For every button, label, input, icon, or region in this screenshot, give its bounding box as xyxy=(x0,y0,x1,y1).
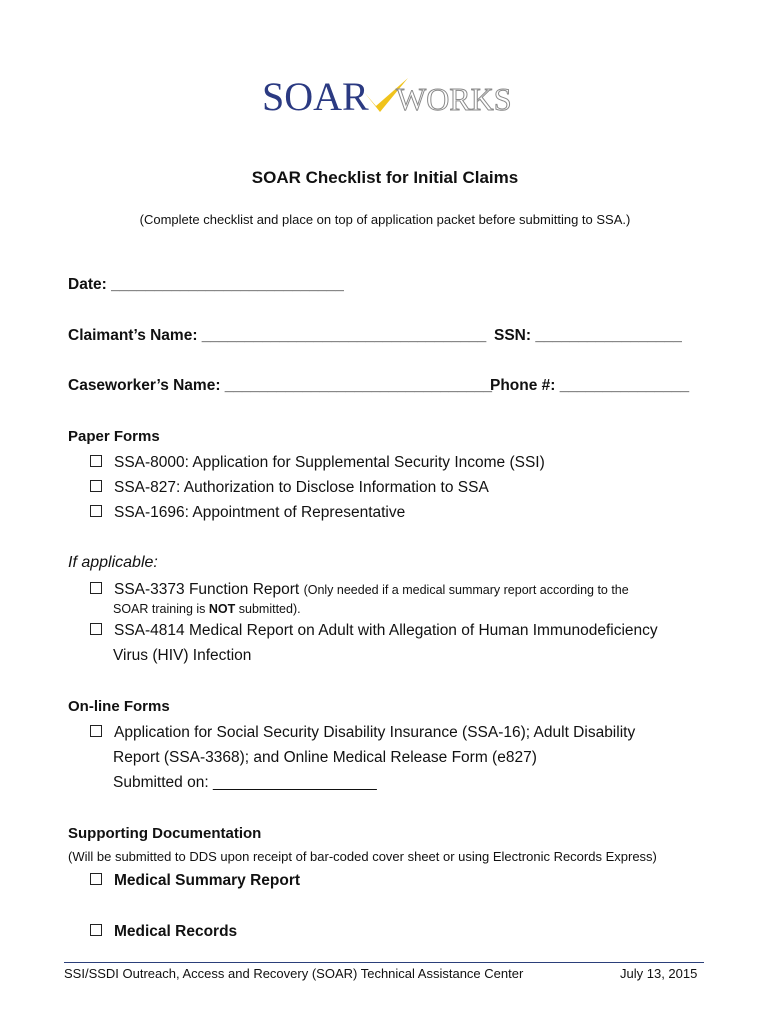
item-label: SSA-1696: Appointment of Representative xyxy=(114,504,406,521)
phone-field[interactable]: Phone #: _______________ xyxy=(490,377,690,394)
checkbox[interactable] xyxy=(90,873,102,885)
supporting-docs-note: (Will be submitted to DDS upon receipt of bar-coded cover sheet or using Electronic Records Express) xyxy=(68,849,657,864)
logo-graphic xyxy=(258,66,520,148)
submitted-on-field[interactable]: Submitted on: ___________________ xyxy=(113,774,377,791)
not-emphasis: NOT xyxy=(208,602,236,616)
item-label: SSA-827: Authorization to Disclose Information to SSA xyxy=(114,479,489,496)
medical-report-item xyxy=(90,622,658,640)
checkbox[interactable] xyxy=(90,505,102,517)
page-subtitle: (Complete checklist and place on top of application packet before submitting to SSA.) xyxy=(139,212,631,227)
item-label: SSA-4814 Medical Report on Adult with Allegation of Human Immunodeficiency xyxy=(114,622,658,639)
claimant-name-field[interactable]: Claimant’s Name: _________________________________ xyxy=(68,327,487,344)
paper-form-item xyxy=(90,454,545,472)
supporting-docs-heading: Supporting Documentation xyxy=(68,825,262,842)
paper-form-item xyxy=(90,479,489,497)
logo-works-text: WORKS xyxy=(396,81,512,117)
page-title: SOAR Checklist for Initial Claims xyxy=(251,168,519,187)
online-forms-heading: On-line Forms xyxy=(68,698,170,715)
medical-records-item xyxy=(90,923,237,941)
medical-report-line2: Virus (HIV) Infection xyxy=(113,647,252,664)
ssn-field[interactable]: SSN: _________________ xyxy=(494,327,682,344)
footer-org: SSI/SSDI Outreach, Access and Recovery (SOAR) Technical Assistance Center xyxy=(64,966,524,981)
logo-soar-text: SOAR xyxy=(262,74,369,119)
checkbox[interactable] xyxy=(90,623,102,635)
footer-date: July 13, 2015 xyxy=(620,966,698,981)
paper-forms-heading: Paper Forms xyxy=(68,428,160,445)
item-label: SSA-3373 Function Report xyxy=(114,581,300,598)
online-form-line2: Report (SSA-3368); and Online Medical Release Form (e827) xyxy=(113,749,537,766)
checkbox[interactable] xyxy=(90,924,102,936)
function-report-item xyxy=(90,581,629,599)
checkbox[interactable] xyxy=(90,480,102,492)
checkbox[interactable] xyxy=(90,582,102,594)
item-label: SSA-8000: Application for Supplemental Security Income (SSI) xyxy=(114,454,545,471)
soar-works-logo xyxy=(258,66,520,148)
item-label: Application for Social Security Disability Insurance (SSA-16); Adult Disability xyxy=(114,724,636,741)
item-note: (Only needed if a medical summary report according to the xyxy=(303,583,629,597)
checkbox[interactable] xyxy=(90,725,102,737)
paper-form-item xyxy=(90,504,405,522)
footer-divider xyxy=(64,962,704,963)
function-report-note: SOAR training is NOT submitted). xyxy=(113,602,301,616)
item-label: Medical Records xyxy=(114,923,238,940)
item-label: Medical Summary Report xyxy=(114,872,301,889)
date-field[interactable]: Date: ___________________________ xyxy=(68,276,344,293)
caseworker-name-field[interactable]: Caseworker’s Name: _______________________________ xyxy=(68,377,493,394)
checkbox[interactable] xyxy=(90,455,102,467)
online-form-item xyxy=(90,724,635,742)
medical-summary-item xyxy=(90,872,300,890)
if-applicable-heading: If applicable: xyxy=(68,554,158,571)
